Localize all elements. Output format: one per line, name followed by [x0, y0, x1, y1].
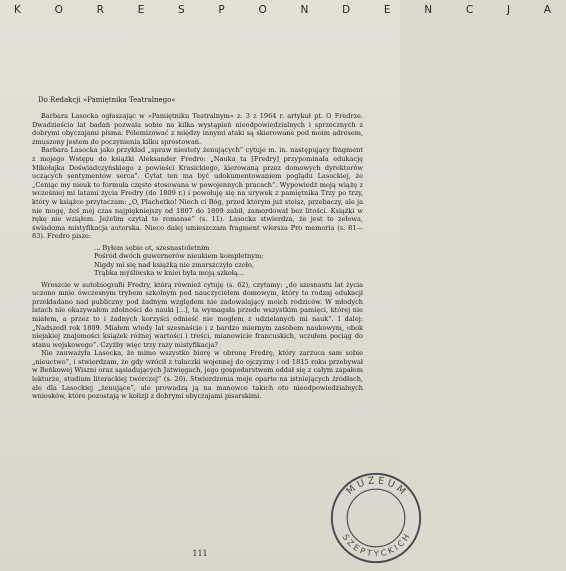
- letter-body: [32, 112, 363, 401]
- paragraph: Barbara Lasocka jako przykład „spraw niestety żenujących” cytuje m. in. następujący fragment z mojego Wstępu do książki Aleksander Fredro: „Nauka ta [Fredry] przypominała edukację Mikołajka Doświadczyńskiego z powieści Krasickiego, kierowaną przez domowych dyrektorów uczących sentymentów serca”. Cytat ten ma być udokumentowaniem poglądu Lasockiej, że „Ceniąc my nieuk to formuła często stosowana w powojennych pracach”. Wypowiedź moją wiążę z wcześniej mi latami życia Fredry (do 1809 r.) i powołuję się na urywek z pamiętnika Trzy po trzy, który w książce przytaczam: „O, Plachetko! Niech ci Bóg, przed którym już stoisz, przebaczy, ale ja nie mogę, żeś mój czas najpiękniejszy od 1807 do 1809 zabił, zamordował bez litości. Książki w rękę nie wziąłem. Jeżelim czytał to romanse” (s. 11). Lasocka stwierdza, że jest to zełowa, świadoma mistyfikacja autorska. Nieco dalej umieszczam fragment wiersza Pro memoria (s. 81—83). Fredro pisze:: [32, 146, 363, 241]
- library-stamp-icon: [328, 470, 424, 566]
- poem-line: Nigdy mi się nad książką nie zmarszczyło czoło,: [94, 260, 254, 269]
- stamp-text-bottom: S Z E P T Y C K I C H: [340, 532, 412, 559]
- paragraph: Nie zauważyła Lasocka, że mimo wszystko biorę w obronę Fredrę, który zarzuca sam sobie „nieuctwo”, i stwierdzam, że gdy wrócił z tułaczki wojennej do ojczyzny i od 1815 roku przebywał w Beńkowej Wiszni oraz sąsiadujących Jatwięgach, jego gospodarstwem oddał się z całym zapałem lekturze, studium literackiej twórczej” (s. 20). Stwierdzenia moje oparte na istniejących źródłach, ale dla Lasockiej „żenujące”, ale prowadzą ją na manowce takich oto nieodpowiedzialnych wniosków, które pozostają w kolizji z dobrymi obyczajami pisarskimi.: [32, 349, 363, 401]
- letter-address: Do Redakcji »Pamiętnika Teatralnego«: [38, 96, 176, 104]
- poem-line: ... Byłem sobie ot, szesnastoletnim: [94, 243, 210, 252]
- poem-quote: [94, 244, 363, 278]
- paragraph: Barbara Lasocka ogłaszając w »Pamiętniku Teatralnym« z. 3 z 1964 r. artykuł pt. O Fredrze. Dwadzieścia lat badań pozwala sobie na kilka wystąpień nieodpowiedzialnych i sprzecznych z dobrymi obyczajami pisma. Polemizować z między innymi ataki są skierowane pod moim adresem, zmuszony jestem do poczynienia kilku sprostowań.: [32, 112, 363, 146]
- poem-line: Pośród dwóch guwernerów nieukiem kompletnym;: [94, 252, 264, 261]
- page-number: 111: [192, 549, 208, 558]
- poem-line: Trąbka myśliwska w kniei była moją szkołą...: [94, 269, 245, 278]
- stamp-text-top: M U Z E U M: [344, 475, 408, 498]
- paragraph: Wreszcie w autobiografii Fredry, którą również cytuję (s. 62), czytamy: „do szesnastu lat życia uczono mnie ówczesnym trybem szkolnym pod nauczycielem domowym, który to rodzaj edukacji przekładano nad publiczny pod żadnym względem nie zadowalający moich rodziców. W młodych latach nie okazywałem zdolności do nauki [...], ta wymagała przede wszystkim pamięci, której nie miałem, a przez to i żadnych korzyści odnieść nie mogłem z udzielanych mi nauk”. I dalej: „Nadszedł rok 1809. Miałem wtedy lat szesnaście i z bardzo miernym zasobem naukowym, obok niejakiej znajomości książek różnej wartości i treści, mianowicie francuskich, uczułem pociąg do stanu wojskowego”. Czyżby więc trzy razy mistyfikacja?: [32, 280, 363, 349]
- running-title: K O R E S P O N D E N C J A: [14, 4, 566, 16]
